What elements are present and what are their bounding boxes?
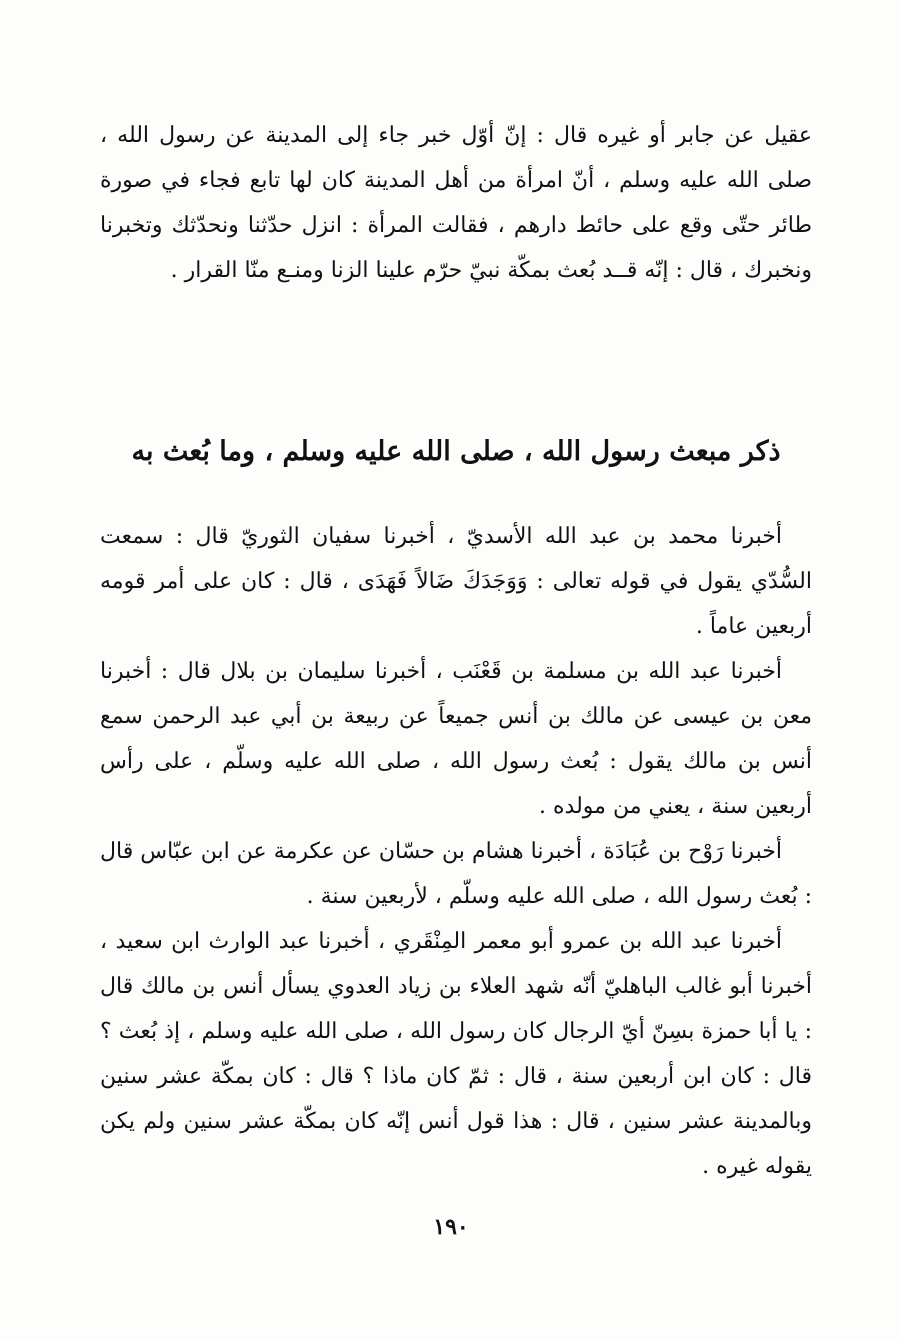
paragraph-1: أخبرنا محمد بن عبد الله الأسديّ ، أخبرنا سفيان الثوريّ قال : سمعت السُّدّي يقول في قوله تعالى : وَوَجَدَكَ ضَالاً فَهَدَى ، قال : كان على أمر قومه أربعين عاماً . bbox=[100, 524, 812, 639]
continued-paragraph-block bbox=[100, 113, 812, 293]
paragraph-4: أخبرنا عبد الله بن عمرو أبو معمر المِنْقَري ، أخبرنا عبد الوارث ابن سعيد ، أخبرنا أبو غالب الباهليّ أنّه شهد العلاء بن زياد العدوي يسأل أنس بن مالك قال : يا أبا حمزة بسِنّ أيّ الرجال كان رسول الله ، صلى الله عليه وسلم ، إذ بُعث ؟ قال : كان ابن أربعين سنة ، قال : ثمّ كان ماذا ؟ قال : كان بمكّة عشر سنين وبالمدينة عشر سنين ، قال : هذا قول أنس إنّه كان بمكّة عشر سنين ولم يكن يقوله غيره . bbox=[100, 929, 812, 1179]
section-body bbox=[100, 514, 812, 1189]
page-number: ١٩٠ bbox=[433, 1214, 469, 1240]
continued-paragraph: عقيل عن جابر أو غيره قال : إنّ أوّل خبر جاء إلى المدينة عن رسول الله ، صلى الله عليه وسلم ، أنّ امرأة من أهل المدينة كان لها تابع فجاء في صورة طائر حتّى وقع على حائط دارهم ، فقالت المرأة : انزل حدّثنا ونحدّثك وتخبرنا ونخبرك ، قال : إنّه قــد بُعث بمكّة نبيّ حرّم علينا الزنا ومنـع منّا القرار . bbox=[100, 123, 812, 283]
paragraph-3: أخبرنا رَوْح بن عُبَادَة ، أخبرنا هشام بن حسّان عن عكرمة عن ابن عبّاس قال : بُعث رسول الله ، صلى الله عليه وسلّم ، لأربعين سنة . bbox=[100, 839, 812, 909]
paragraph-2: أخبرنا عبد الله بن مسلمة بن قَعْنَب ، أخبرنا سليمان بن بلال قال : أخبرنا معن بن عيسى عن مالك بن أنس جميعاً عن ربيعة بن أبي عبد الرحمن سمع أنس بن مالك يقول : بُعث رسول الله ، صلى الله عليه وسلّم ، على رأس أربعين سنة ، يعني من مولده . bbox=[100, 659, 812, 819]
section-heading: ذكر مبعث رسول الله ، صلى الله عليه وسلم ، وما بُعث به bbox=[131, 436, 781, 467]
